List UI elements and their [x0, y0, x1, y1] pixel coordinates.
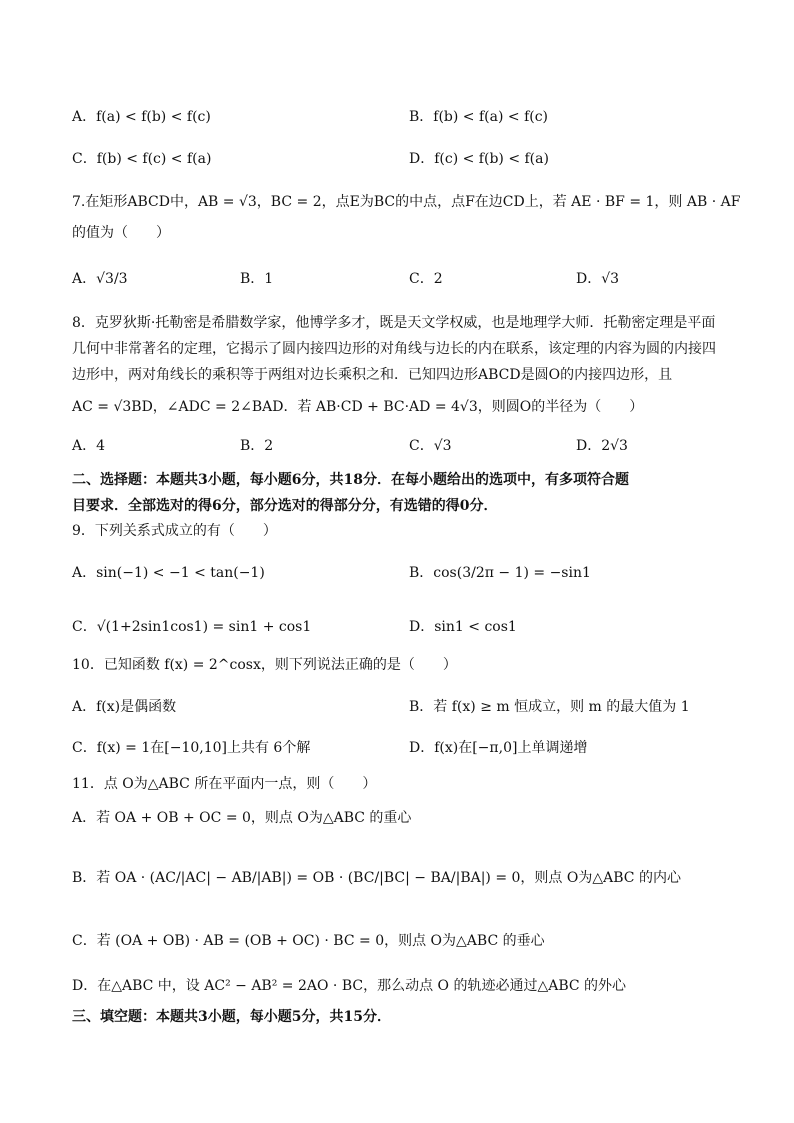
section3-heading: 三、填空题：本题共3小题，每小题5分，共15分． [72, 1009, 391, 1025]
q8-option-a: A．4 [72, 438, 106, 454]
q7-option-a: A．√3/3 [72, 271, 128, 287]
q7-option-c: C．2 [409, 271, 443, 287]
q9-option-b: B．cos(3/2π − 1) = −sin1 [409, 565, 591, 581]
q8-option-c: C．√3 [409, 438, 452, 454]
q10-option-b: B．若 f(x) ≥ m 恒成立，则 m 的最大值为 1 [409, 699, 690, 715]
q8-line4: AC = √3BD，∠ADC = 2∠BAD．若 AB·CD + BC·AD = 4√3，则圆O的半径为（ ） [72, 399, 644, 415]
q10-option-d: D．f(x)在[−π,0]上单调递增 [409, 740, 588, 756]
q9-option-d: D．sin1 < cos1 [409, 619, 517, 635]
q11-stem: 11．点 O为△ABC 所在平面内一点，则（ ） [72, 776, 377, 792]
q6-option-d: D．f(c) < f(b) < f(a) [409, 151, 549, 167]
q7-stem-line2: 的值为（ ） [72, 225, 170, 241]
q7-stem-line1: 7.在矩形ABCD中，AB = √3，BC = 2，点E为BC的中点，点F在边CD上，若 AE · BF = 1，则 AB · AF [72, 194, 741, 210]
q10-stem: 10．已知函数 f(x) = 2^cosx，则下列说法正确的是（ ） [72, 657, 457, 673]
q8-option-b: B．2 [240, 438, 274, 454]
section2-heading-line1: 二、选择题：本题共3小题，每小题6分，共18分．在每小题给出的选项中，有多项符合题 [72, 472, 629, 488]
q11-option-c: C．若 (OA + OB) · AB = (OB + OC) · BC = 0，则点 O为△ABC 的垂心 [72, 933, 545, 949]
q8-line3: 边形中，两对角线长的乘积等于两组对边长乘积之和．已知四边形ABCD是圆O的内接四边形，且 [72, 367, 673, 383]
q10-option-c: C．f(x) = 1在[−10,10]上共有 6个解 [72, 740, 311, 756]
q7-option-b: B．1 [240, 271, 274, 287]
q8-option-d: D．2√3 [576, 438, 628, 454]
q9-option-c: C．√(1+2sin1cos1) = sin1 + cos1 [72, 619, 312, 635]
q8-line1: 8．克罗狄斯·托勒密是希腊数学家，他博学多才，既是天文学权威，也是地理学大师．托勒密定理是平面 [72, 315, 716, 331]
q10-option-a: A．f(x)是偶函数 [72, 699, 177, 715]
q8-line2: 几何中非常著名的定理，它揭示了圆内接四边形的对角线与边长的内在联系，该定理的内容为圆的内接四 [72, 341, 716, 357]
q11-option-b: B．若 OA · (AC/|AC| − AB/|AB|) = OB · (BC/|BC| − BA/|BA|) = 0，则点 O为△ABC 的内心 [72, 870, 681, 886]
q11-option-d: D．在△ABC 中，设 AC² − AB² = 2AO · BC，那么动点 O 的轨迹必通过△ABC 的外心 [72, 978, 627, 994]
q6-option-b: B．f(b) < f(a) < f(c) [409, 109, 549, 125]
section2-heading-line2: 目要求．全部选对的得6分，部分选对的得部分分，有选错的得0分． [72, 498, 498, 514]
q9-stem: 9．下列关系式成立的有（ ） [72, 523, 277, 539]
q7-option-d: D．√3 [576, 271, 620, 287]
q11-option-a: A．若 OA + OB + OC = 0，则点 O为△ABC 的重心 [72, 810, 412, 826]
q9-option-a: A．sin(−1) < −1 < tan(−1) [72, 565, 265, 581]
q6-option-c: C．f(b) < f(c) < f(a) [72, 151, 212, 167]
q6-option-a: A．f(a) < f(b) < f(c) [72, 109, 211, 125]
